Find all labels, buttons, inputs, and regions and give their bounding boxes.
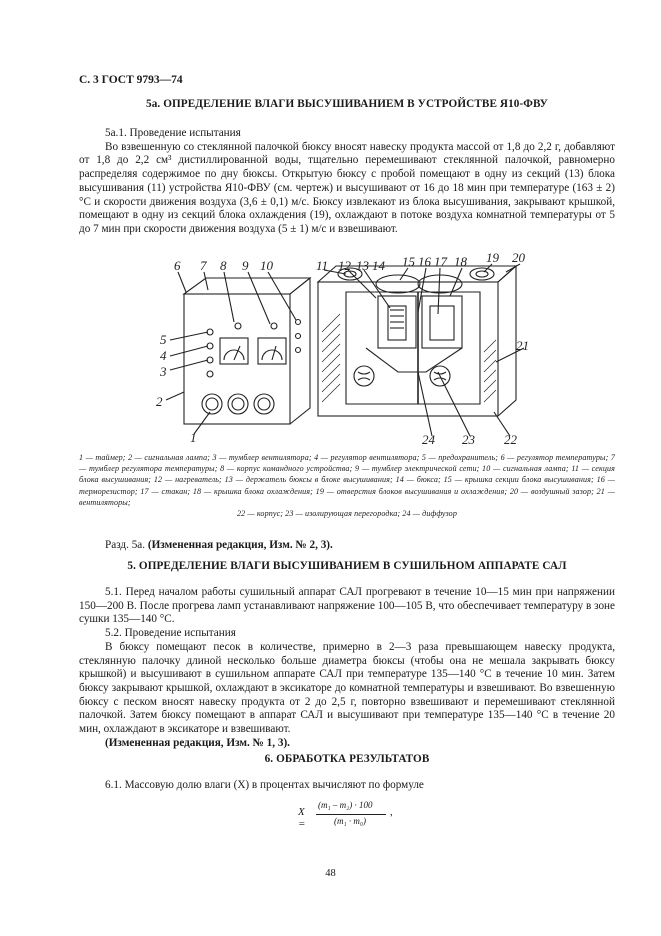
section-6-title: 6. ОБРАБОТКА РЕЗУЛЬТАТОВ [264,753,430,765]
section-5a-text [79,127,615,237]
fig-label-12: 12 [338,258,351,273]
fig-label-1: 1 [190,430,197,444]
fig-label-3: 3 [160,364,167,379]
revision-note-5a [79,539,615,553]
section-5a-body: Во взвешенную со стеклянной палочкой бюксу вносят навеску продукта массой от 1,8 до 2,2 г, добавляют от 1,8 до 2,2 см³ дистиллированной воды, тщательно перемешивают стеклянной палочкой, равномерно распределяя содержимое по дну бюксы. Открытую бюксу с пробой помещают в одну из секций (13) блока высушивания (11) устройства Я10-ФВУ (см. чертеж) и высушивают от 16 до 18 мин при температуре (163 ± 2) °С и скорости движения воздуха (3,6 ± 0,1) м/с. Бюксу извлекают из блока высушивания, закрывают крышкой, помещают в одну из секций блока охлаждения (19), охлаждают в потоке воздуха комнатной температуры от 5 до 7 мин при скорости движения воздуха (5 ± 1) м/с и взвешивают. [79,140,615,235]
section-5-p2: 5.2. Проведение испытания [105,627,236,640]
timer-button-3 [254,394,274,414]
formula-fraction-bar [316,814,386,815]
cooling-glass [430,306,454,340]
fig-label-16: 16 [418,254,431,269]
timer-button-2 [228,394,248,414]
fig-label-10: 10 [260,258,273,273]
figure-legend [79,452,615,519]
fan-dial [258,338,286,364]
formula-numerator: (m₁ – m₂) · 100 [318,800,373,810]
drying-section-lid [376,275,420,293]
section-6-p1: 6.1. Массовую долю влаги (X) в процентах вычисляют по формуле [105,779,424,791]
fig-label-17: 17 [434,254,447,269]
diffuser [366,348,462,372]
formula-trail: , [390,806,393,818]
fig-label-22: 22 [504,432,517,444]
revision-prefix: Разд. 5а. [105,539,146,551]
section-5a-subheading: 5а.1. Проведение испытания [105,127,241,139]
fig-label-15: 15 [402,254,415,269]
fig-label-5: 5 [160,332,167,347]
fig-label-21: 21 [516,338,529,353]
revision-text: (Измененная редакция, Изм. № 2, 3). [147,539,333,551]
section-5-revision: (Измененная редакция, Изм. № 1, 3). [105,736,290,749]
drying-unit-front [318,282,498,416]
drying-unit-side [498,266,516,416]
fig-label-11: 11 [316,258,329,273]
section-5-text [79,586,615,750]
section-5a-title: 5а. ОПРЕДЕЛЕНИЕ ВЛАГИ ВЫСУШИВАНИЕМ В УСТРОЙСТВЕ Я10-ФВУ [146,98,548,110]
formula-denominator: (m₁ · m₀) [334,816,367,826]
section-5-p1: 5.1. Перед началом работы сушильный аппарат САЛ прогревают в течение 10—15 мин при напряжении 150—200 В. После прогрева ламп устанавливают напряжение 100—105 В, что обеспечивает температуру в зоне сушки 135—140 °С. [79,586,615,626]
fig-label-6: 6 [174,258,181,273]
formula-lhs: X = [298,806,306,830]
cooling-opening [470,268,494,280]
section-6-text [79,779,615,793]
temperature-dial [220,338,248,364]
legend-line-2: 22 — корпус; 23 — изолирующая перегородка; 24 — диффузор [237,509,457,519]
fig-label-24: 24 [422,432,435,444]
section-5-p3: В бюксу помещают песок в количестве, примерно в 2—3 раза превышающем навеску продукта, стеклянную палочку длиной несколько больше диаметра бюксы (чтобы она не мешала закрывать бюксу крышкой) и высушивают в сушильном аппарате САЛ при температуре 135—140 °С в течение 10 мин. Затем бюксу закрывают крышкой, охлаждают в эксикаторе до комнатной температуры и взвешивают. Во взвешенную бюксу с песком вносят навеску продукта от 2 до 2,5 г, повторно взвешивают и перемешивают стеклянной палочкой. Затем бюксу помещают в аппарат САЛ и высушивают при температуре 135—140 °С в течение 20 мин, охлаждают в эксикаторе и взвешивают. [79,640,615,736]
legend-line-1: 1 — таймер; 2 — сигнальная лампа; 3 — тумблер вентилятора; 4 — регулятор вентилятора; 5 — предохранитель; 6 — регулятор температуры; 7 — тумблер регулятора температуры; 8 — корпус командного устройства; 9 — тумблер электрической сети; 10 — сигнальная лампа; 11 — секция блока высушивания; 12 — нагреватель; 13 — держатель бюксы в блоке высушивания; 14 — бюкса; 15 — крышка секции блока высушивания; 16 — терморезистор; 17 — стакан; 18 — крышка блока охлаждения; 19 — отверстия блоков высушивания и охлаждения; 20 — воздушный зазор; 21 — вентиляторы; [79,453,615,507]
device-drawing [150,252,530,444]
page-number: 48 [325,868,336,879]
timer-button-1 [202,394,222,414]
weighing-bottle [388,306,406,340]
fig-label-8: 8 [220,258,227,273]
fig-label-9: 9 [242,258,249,273]
fig-label-7: 7 [200,258,207,273]
fig-label-18: 18 [454,254,467,269]
fig-label-4: 4 [160,348,167,363]
section-5-title: 5. ОПРЕДЕЛЕНИЕ ВЛАГИ ВЫСУШИВАНИЕМ В СУШИЛЬНОМ АППАРАТЕ САЛ [127,560,567,572]
control-unit-top [184,278,310,294]
page-header: С. 3 ГОСТ 9793—74 [79,74,183,86]
fig-label-2: 2 [156,394,163,409]
fig-label-19: 19 [486,252,499,265]
fig-label-20: 20 [512,252,525,265]
fig-label-13: 13 [356,258,369,273]
fig-label-14: 14 [372,258,385,273]
fan-left [354,366,374,386]
fig-label-23: 23 [462,432,475,444]
